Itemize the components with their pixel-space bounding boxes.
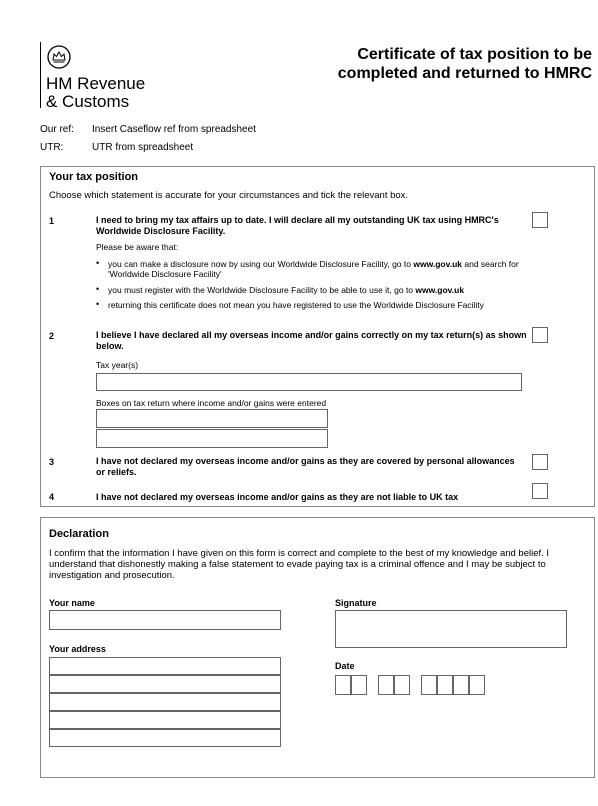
address-line-5[interactable] (49, 729, 281, 747)
statement-3-checkbox[interactable] (532, 454, 548, 470)
brand-name-line2: & Customs (46, 92, 130, 111)
crown-crest-icon (47, 45, 71, 69)
address-line-1[interactable] (49, 657, 281, 675)
page-title: Certificate of tax position to be completed and returned to HMRC (337, 46, 592, 82)
date-year-digit-2[interactable] (437, 675, 453, 695)
statement-4-number: 4 (49, 492, 55, 502)
utr-value: UTR from spreadsheet (92, 142, 194, 153)
statement-3-text: I have not declared my overseas income and/or gains as they are covered by personal allowances or reliefs. (96, 456, 515, 477)
bullet-2: you must register with the Worldwide Disclosure Facility to be able to use it, go to www.gov.uk (108, 285, 465, 295)
statement-1-checkbox[interactable] (532, 212, 548, 228)
date-year-digit-1[interactable] (421, 675, 437, 695)
statement-1-number: 1 (49, 216, 55, 226)
statement-2-number: 2 (49, 331, 55, 341)
bullet-3: returning this certificate does not mean you have registered to use the Worldwide Disclosure Facility (108, 300, 484, 310)
statement-3-number: 3 (49, 457, 55, 467)
tax-position-heading: Your tax position (49, 171, 139, 183)
your-address-label: Your address (49, 644, 106, 654)
your-name-input[interactable] (49, 610, 281, 630)
tax-position-intro: Choose which statement is accurate for your circumstances and tick the relevant box. (49, 190, 409, 201)
return-boxes-input-2[interactable] (96, 429, 328, 448)
statement-2-checkbox[interactable] (532, 327, 548, 343)
aware-text: Please be aware that: (96, 242, 179, 252)
date-day-digit-1[interactable] (335, 675, 351, 695)
declaration-text: I confirm that the information I have given on this form is correct and complete to the best of my knowledge and belief. I understand that dishonestly making a false statement to evade paying tax is a criminal offence and I may be subject to investigation and prosecution. (49, 548, 550, 581)
return-boxes-input-1[interactable] (96, 409, 328, 428)
bullet-dot: • (96, 299, 100, 309)
our-ref-label: Our ref: (40, 124, 74, 135)
logo-divider (40, 42, 41, 108)
statement-4-text: I have not declared my overseas income and/or gains as they are not liable to UK tax (96, 492, 459, 502)
date-day-digit-2[interactable] (351, 675, 367, 695)
signature-label: Signature (335, 598, 377, 608)
govuk-link[interactable]: www.gov.uk (413, 259, 463, 269)
return-boxes-label: Boxes on tax return where income and/or gains were entered (96, 398, 327, 408)
govuk-link[interactable]: www.gov.uk (415, 285, 465, 295)
tax-year-label: Tax year(s) (96, 360, 139, 370)
your-name-label: Your name (49, 598, 95, 608)
address-line-3[interactable] (49, 693, 281, 711)
statement-2-text: I believe I have declared all my overseas income and/or gains correctly on my tax return(s) as shown below. (96, 330, 527, 351)
address-line-2[interactable] (49, 675, 281, 693)
address-line-4[interactable] (49, 711, 281, 729)
date-month-digit-2[interactable] (394, 675, 410, 695)
utr-label: UTR: (40, 142, 64, 153)
signature-field[interactable] (335, 610, 567, 648)
bullet-dot: • (96, 284, 100, 294)
date-month-digit-1[interactable] (378, 675, 394, 695)
bullet-dot: • (96, 258, 100, 268)
date-year-digit-3[interactable] (453, 675, 469, 695)
declaration-heading: Declaration (49, 528, 109, 540)
statement-4-checkbox[interactable] (532, 483, 548, 499)
our-ref-value: Insert Caseflow ref from spreadsheet (92, 124, 256, 135)
date-label: Date (335, 661, 355, 671)
bullet-1: you can make a disclosure now by using our Worldwide Disclosure Facility, go to www.gov.uk and search for 'Worldwide Disclosure Facility' (108, 259, 519, 279)
date-year-digit-4[interactable] (469, 675, 485, 695)
tax-year-input[interactable] (96, 373, 522, 391)
statement-1-text: I need to bring my tax affairs up to date. I will declare all my outstanding UK tax using HMRC's Worldwide Disclosure Facility. (96, 215, 499, 236)
brand-name-line1: HM Revenue (46, 74, 146, 93)
